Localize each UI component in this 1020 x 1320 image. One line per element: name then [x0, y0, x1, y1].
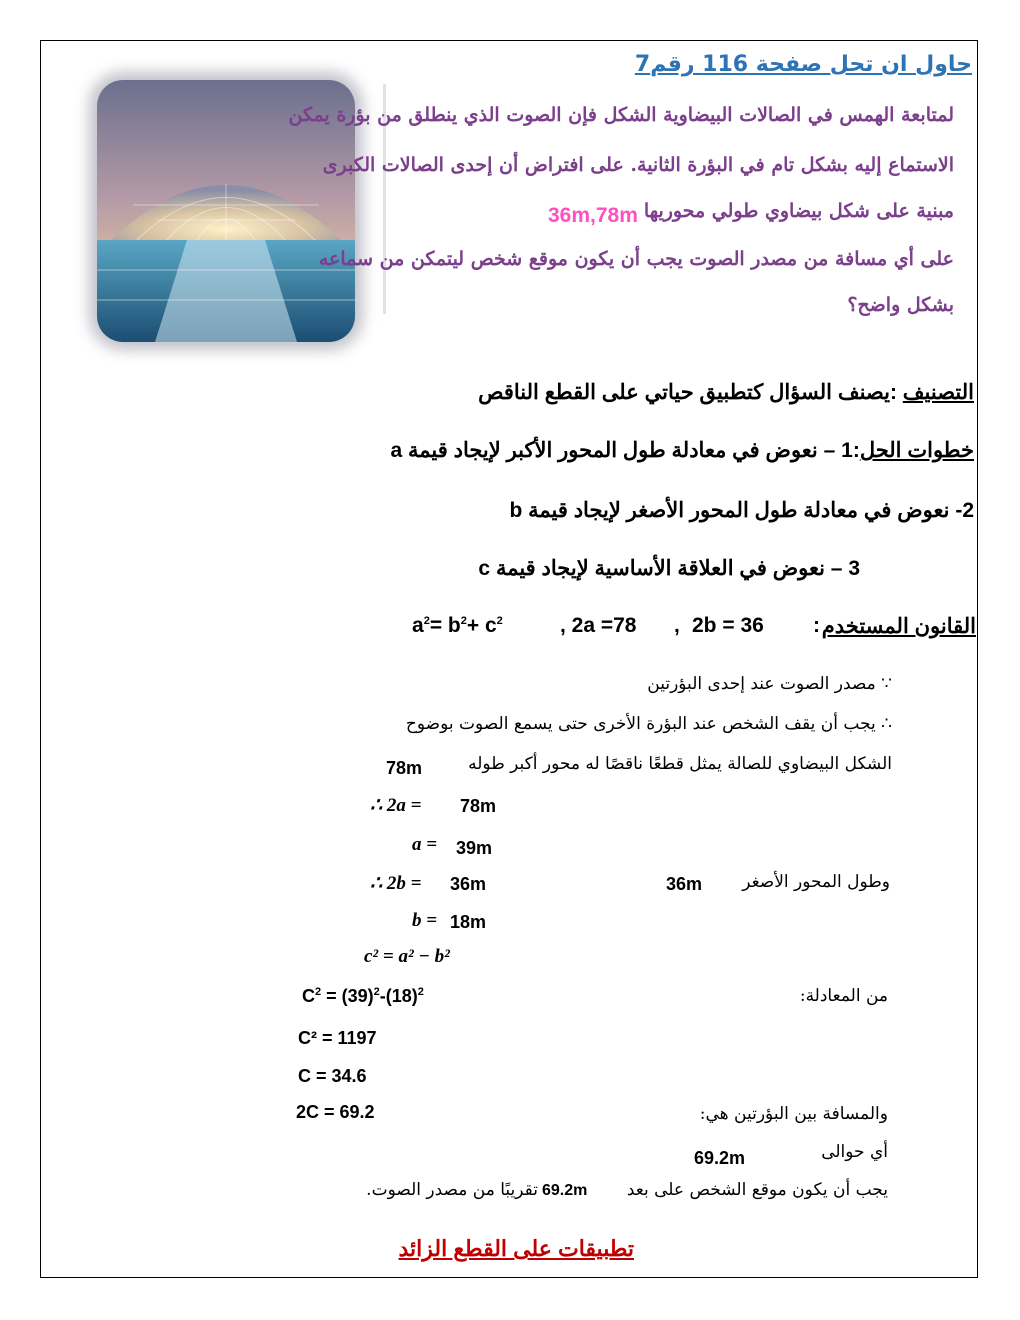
approx-value: 69.2m [694, 1148, 746, 1168]
c2-result: C² = 1197 [298, 1028, 377, 1048]
step-3: 3 – نعوض في العلاقة الأساسية لإيجاد قيمة c [478, 557, 860, 580]
law-pythagoras: $a^2= b^2+ c^2$ [412, 614, 503, 637]
steps-line-1 [390, 438, 974, 463]
solution-line-2: ∴ يجب أن يقف الشخص عند البؤرة الأخرى حتى يسمع الصوت بوضوح [405, 714, 892, 734]
eq-b-value: 18m [450, 912, 487, 932]
eq-a-value: 39m [456, 838, 493, 858]
eq-2b-lhs: ∴ 2b = [370, 873, 422, 894]
axes-lengths: 36m,78m [548, 204, 638, 227]
major-axis-value: 78m [386, 758, 423, 778]
law-label: القانون المستخدم [821, 615, 976, 638]
eq-c-squared: c² = a² − b² [364, 946, 450, 967]
solution-line-3: الشكل البيضاوي للصالة يمثل قطعًا ناقصًا له محور أكبر طوله [468, 754, 892, 774]
problem-line-1: لمتابعة الهمس في الصالات البيضاوية الشكل فإن الصوت الذي ينطلق من بؤرة يمكن [288, 104, 954, 126]
minor-axis-text: وطول المحور الأصغر [742, 872, 890, 892]
two-c-result: 2C = 69.2 [296, 1102, 375, 1122]
law-colon: : [813, 614, 820, 637]
step-1: :1 – نعوض في معادلة طول المحور الأكبر لإيجاد قيمة a [390, 439, 860, 462]
approx-text: أي حوالى [821, 1142, 888, 1162]
c2-substitution: $C^2 = (39)^2-(18)^2$ [302, 986, 424, 1006]
final-answer-value: 69.2m [542, 1182, 588, 1199]
c-result: C = 34.6 [298, 1066, 367, 1086]
law-2b: 2b = 36 [692, 614, 764, 637]
step-2: 2- نعوض في معادلة طول المحور الأصغر لإيجاد قيمة b [509, 499, 974, 522]
final-answer-a: يجب أن يكون موقع الشخص على بعد [626, 1180, 888, 1200]
classification [478, 380, 974, 405]
page-title: حاول ان تحل صفحة 116 رقم7 [634, 52, 972, 77]
final-answer-b: تقريبًا من مصدر الصوت. [366, 1180, 538, 1200]
classification-text: :يصنف السؤال كتطبيق حياتي على القطع الناقص [478, 381, 903, 404]
minor-axis-value: 36m [666, 874, 703, 894]
steps-label: خطوات الحل [859, 439, 974, 462]
problem-line-4: على أي مسافة من مصدر الصوت يجب أن يكون موقع شخص ليتمكن من سماعه [318, 248, 954, 270]
eq-a-lhs: a = [412, 834, 438, 855]
problem-line-2: الاستماع إليه بشكل تام في البؤرة الثانية. على افتراض أن إحدى الصالات الكبرى [322, 154, 954, 176]
eq-2a-lhs: ∴ 2a = [370, 795, 422, 816]
eq-2b-value: 36m [450, 874, 487, 894]
problem-line-5: بشكل واضح؟ [847, 294, 954, 316]
law-2a: , 2a =78 [560, 614, 637, 637]
hyperbola-applications-link[interactable]: تطبيقات على القطع الزائد [398, 1236, 634, 1261]
eq-b-lhs: b = [412, 910, 438, 931]
problem-line-3: مبنية على شكل بيضاوي طولي محوريها [643, 200, 954, 222]
classification-label: التصنيف [902, 381, 974, 404]
distance-text: والمسافة بين البؤرتين هي: [699, 1104, 888, 1124]
solution-line-1: ∵ مصدر الصوت عند إحدى البؤرتين [647, 674, 892, 694]
from-equation: من المعادلة: [799, 986, 888, 1006]
eq-2a-value: 78m [460, 796, 497, 816]
